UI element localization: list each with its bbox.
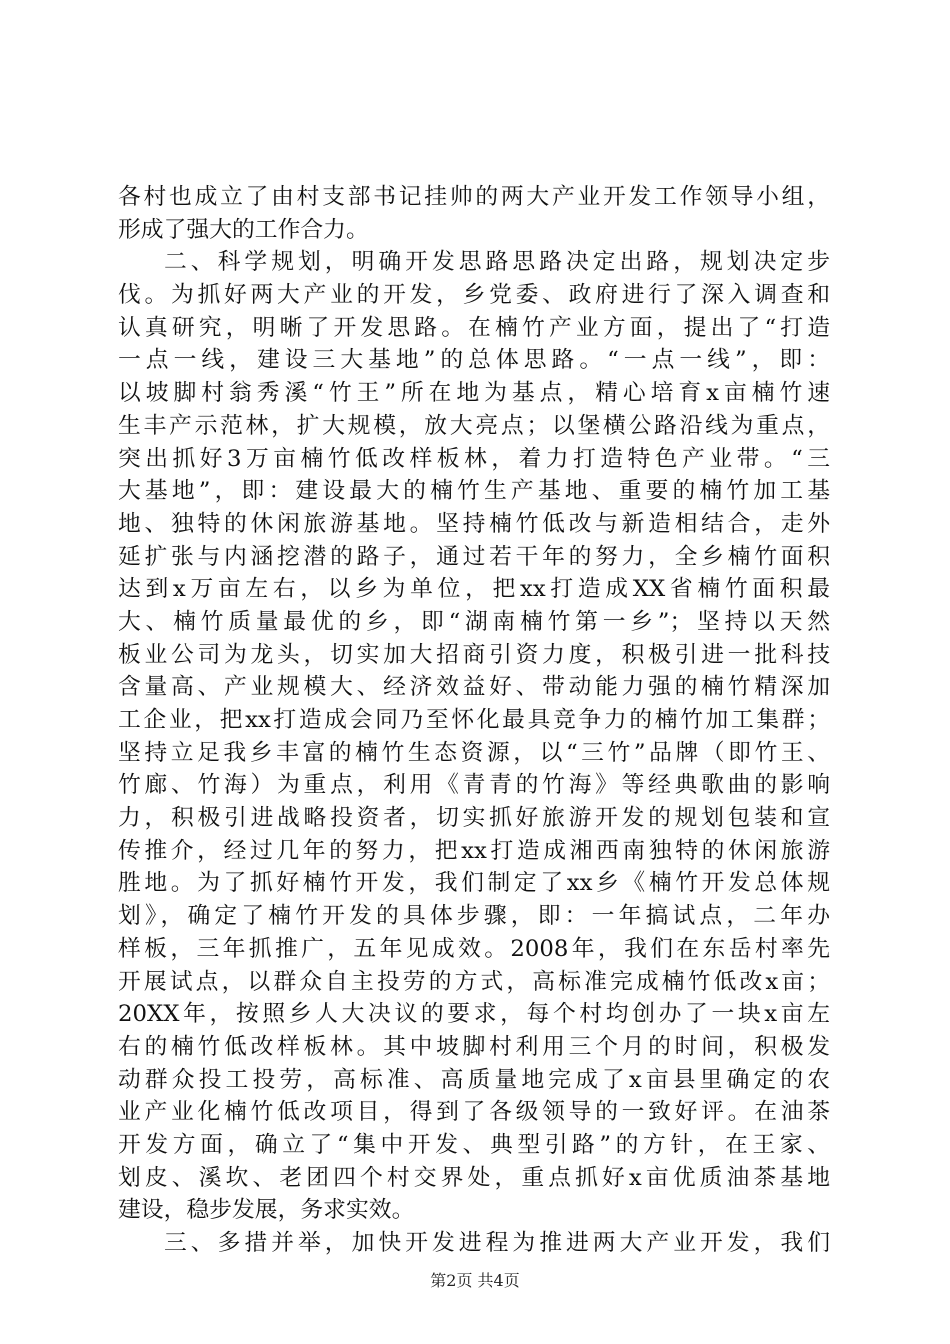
text-line: 一点一线，建设三大基地”的总体思路。“一点一线”，即： xyxy=(118,347,830,374)
text-line: 地、独特的休闲旅游基地。坚持楠竹低改与新造相结合，走外 xyxy=(118,510,830,537)
page-number: 第2页 共4页 xyxy=(430,1271,520,1290)
text-line: 工企业，把xx打造成会同乃至怀化最具竞争力的楠竹加工集群； xyxy=(118,707,830,733)
text-line: 突出抓好3万亩楠竹低改样板林，着力打造特色产业带。“三 xyxy=(118,445,830,472)
text-line: 样板，三年抓推广，五年见成效。2008年，我们在东岳村率先 xyxy=(118,935,830,962)
text-line: 含量高、产业规模大、经济效益好、带动能力强的楠竹精深加 xyxy=(118,674,830,701)
text-line: 划》，确定了楠竹开发的具体步骤，即：一年搞试点，二年办 xyxy=(118,903,830,930)
text-line: 形成了强大的工作合力。 xyxy=(118,216,369,243)
text-line: 建设，稳步发展，务求实效。 xyxy=(118,1197,415,1224)
text-line: 各村也成立了由村支部书记挂帅的两大产业开发工作领导小组， xyxy=(118,184,830,210)
text-line: 认真研究，明晰了开发思路。在楠竹产业方面，提出了“打造 xyxy=(118,314,830,341)
text-line: 竹廊、竹海）为重点，利用《青青的竹海》等经典歌曲的影响 xyxy=(118,772,830,799)
text-line: 以坡脚村翁秀溪“竹王”所在地为基点，精心培育x亩楠竹速 xyxy=(118,380,830,407)
section-heading-line: 三、多措并举，加快开发进程为推进两大产业开发，我们 xyxy=(164,1230,830,1256)
text-line: 传推介，经过几年的努力，把xx打造成湘西南独特的休闲旅游 xyxy=(118,837,830,864)
text-line: 大基地”，即：建设最大的楠竹生产基地、重要的楠竹加工基 xyxy=(118,478,830,505)
text-line: 右的楠竹低改样板林。其中坡脚村利用三个月的时间，积极发 xyxy=(118,1033,830,1060)
text-line: 20XX年，按照乡人大决议的要求，每个村均创办了一块x亩左 xyxy=(118,1001,830,1028)
text-line: 胜地。为了抓好楠竹开发，我们制定了xx乡《楠竹开发总体规 xyxy=(118,870,830,897)
text-line: 开展试点，以群众自主投劳的方式，高标准完成楠竹低改x亩； xyxy=(118,968,830,995)
text-line: 大、楠竹质量最优的乡，即“湖南楠竹第一乡”；坚持以天然 xyxy=(118,608,830,635)
text-line: 开发方面，确立了“集中开发、典型引路”的方针，在王家、 xyxy=(118,1131,830,1158)
text-line: 划皮、溪坎、老团四个村交界处，重点抓好x亩优质油茶基地 xyxy=(118,1164,830,1191)
text-line: 业产业化楠竹低改项目，得到了各级领导的一致好评。在油茶 xyxy=(118,1099,830,1126)
text-line: 延扩张与内涵挖潜的路子，通过若干年的努力，全乡楠竹面积 xyxy=(118,543,830,570)
text-line: 板业公司为龙头，切实加大招商引资力度，积极引进一批科技 xyxy=(118,641,830,668)
text-line: 力，积极引进战略投资者，切实抓好旅游开发的规划包装和宣 xyxy=(118,805,830,832)
text-line: 坚持立足我乡丰富的楠竹生态资源，以“三竹”品牌（即竹王、 xyxy=(118,739,830,766)
text-line: 生丰产示范林，扩大规模，放大亮点；以堡横公路沿线为重点， xyxy=(118,412,830,439)
body-text xyxy=(118,181,830,1260)
section-heading-line: 二、科学规划，明确开发思路思路决定出路，规划决定步 xyxy=(164,249,830,276)
text-line: 伐。为抓好两大产业的开发，乡党委、政府进行了深入调查和 xyxy=(118,282,830,309)
text-line: 达到x万亩左右，以乡为单位，把xx打造成XX省楠竹面积最 xyxy=(118,576,830,603)
text-line: 动群众投工投劳，高标准、高质量地完成了x亩县里确定的农 xyxy=(118,1066,830,1093)
